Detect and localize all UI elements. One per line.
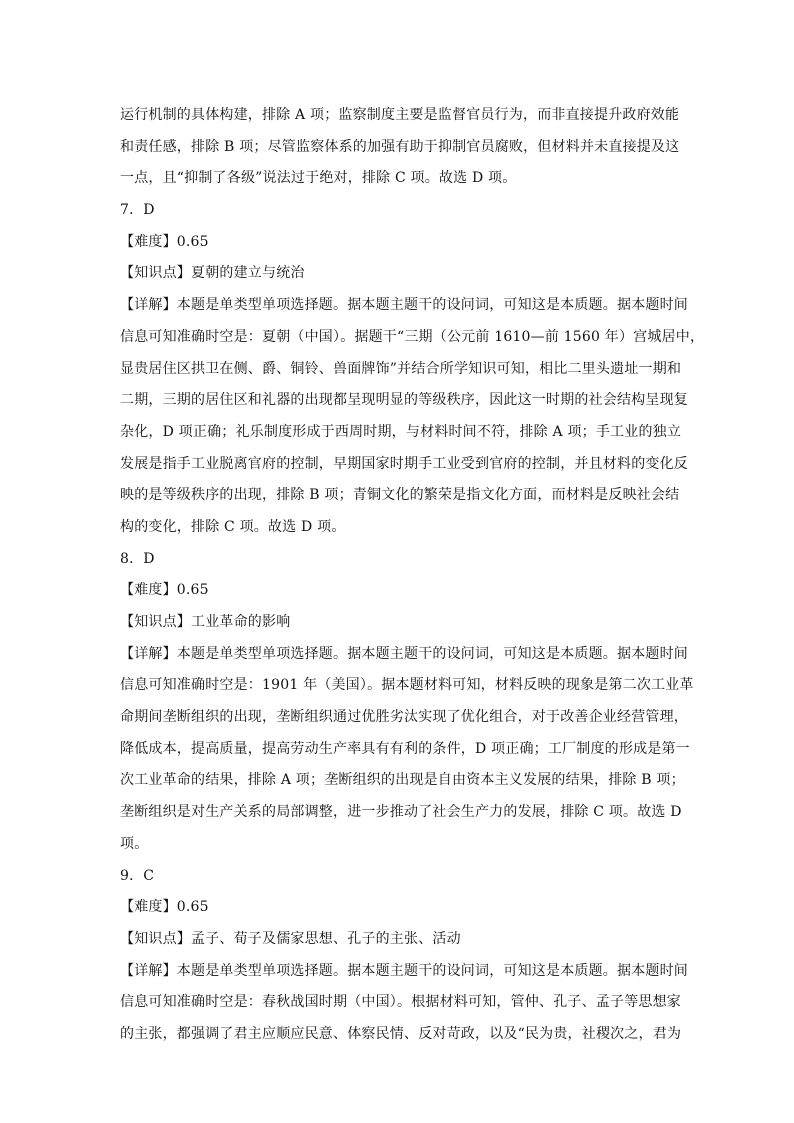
text-line: 信息可知准确时空是：春秋战国时期（中国）。根据材料可知，管仲、孔子、孟子等思想家 [120,994,681,1011]
question-answer-9: 9．C [120,867,155,884]
text-line: 构的变化，排除 C 项。故选 D 项。 [120,518,346,535]
text-line: 降低成本，提高质量，提高劳动生产率具有有利的条件，D 项正确；工厂制度的形成是第一 [120,740,690,757]
explanation-line: 【详解】本题是单类型单项选择题。据本题主题干的设问词，可知这是本质题。据本题时间 [120,297,688,314]
knowledge-point-line: 【知识点】孟子、荀子及儒家思想、孔子的主张、活动 [120,930,461,947]
difficulty-line: 【难度】0.65 [120,582,209,599]
document-body [120,100,705,1051]
explanation-line: 【详解】本题是单类型单项选择题。据本题主题干的设问词，可知这是本质题。据本题时间 [120,645,688,662]
text-line: 项。 [120,835,149,852]
text-line: 二期，三期的居住区和礼器的出现都呈现明显的等级秩序，因此这一时期的社会结构呈现复 [120,392,688,409]
text-line: 映的是等级秩序的出现，排除 B 项；青铜文化的繁荣是指文化方面，而材料是反映社会结 [120,487,680,504]
text-line: 杂化，D 项正确；礼乐制度形成于西周时期，与材料时间不符，排除 A 项；手工业的独立 [120,423,682,440]
text-line: 垄断组织是对生产关系的局部调整，进一步推动了社会生产力的发展，排除 C 项。故选 D [120,804,682,821]
difficulty-line: 【难度】0.65 [120,233,209,250]
text-line: 显贵居住区拱卫在侧、爵、铜铃、兽面牌饰”并结合所学知识可知，相比二里头遗址一期和 [120,360,682,377]
text-line: 信息可知准确时空是：夏朝（中国）。据题干“三期（公元前 1610—前 1560 年）宫城居中， [120,328,705,345]
text-line: 的主张，都强调了君主应顺应民意、体察民情、反对苛政，以及“民为贵，社稷次之，君为 [120,1025,682,1042]
text-line: 信息可知准确时空是：1901 年（美国）。据本题材料可知，材料反映的现象是第二次工业革 [120,677,694,694]
text-line: 发展是指手工业脱离官府的控制，早期国家时期手工业受到官府的控制，并且材料的变化反 [120,455,688,472]
question-answer-7: 7．D [120,202,155,219]
difficulty-line: 【难度】0.65 [120,899,209,916]
text-line: 命期间垄断组织的出现，垄断组织通过优胜劣汰实现了优化组合，对于改善企业经营管理， [120,709,688,726]
text-line: 一点，且“抑制了各级”说法过于绝对，排除 C 项。故选 D 项。 [120,170,517,187]
text-line: 和责任感，排除 B 项；尽管监察体系的加强有助于抑制官员腐败，但材料并未直接提及这 [120,138,680,155]
knowledge-point-line: 【知识点】工业革命的影响 [120,614,291,630]
text-line: 运行机制的具体构建，排除 A 项；监察制度主要是监督官员行为，而非直接提升政府效能 [120,107,680,123]
knowledge-point-line: 【知识点】夏朝的建立与统治 [120,265,305,282]
question-answer-8: 8．D [120,550,155,567]
text-line: 次工业革命的结果，排除 A 项；垄断组织的出现是自由资本主义发展的结果，排除 B 项； [120,772,685,789]
explanation-line: 【详解】本题是单类型单项选择题。据本题主题干的设问词，可知这是本质题。据本题时间 [120,962,688,979]
